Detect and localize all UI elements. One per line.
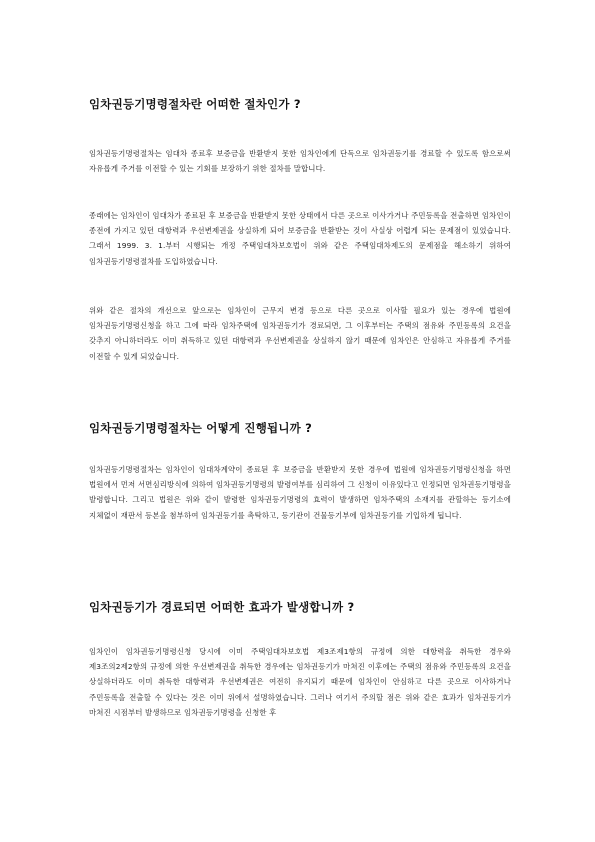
section-heading-2: 임차권등기명령절차는 어떻게 진행됩니까 ? [89,421,313,435]
section-1-paragraph-2: 종래에는 임차인이 임대차가 종료된 후 보증금을 반환받지 못한 상태에서 다른 곳으로 이사가거나 주민등록을 전출하면 임차인이 종전에 가지고 있던 대항력과 우선변제권을 상실하게 되어 보증금을 반환받는 것이 사실상 어렵게 되는 문제점이 있었습니다. 그래서 1999. 3. 1.부터 시행되는 개정 주택임대차보호법이 위와 같은 주택임대차제도의 문제점을 해소하기 위하여 임차권등기명령절차를 도입하였습니다. [89,211,511,266]
section-3-paragraph-1: 임차인이 임차권등기명령신청 당시에 이미 주택임대차보호법 제3조제1항의 규정에 의한 대항력을 취득한 경우와 제3조의2제2항의 규정에 의한 우선변제권을 취득한 경우에는 임차권등기가 마쳐진 이후에는 주택의 점유와 주민등록의 요건을 상실하더라도 이미 취득한 대항력과 우선변제권은 여전히 유지되기 때문에 임차인이 안심하고 다른 곳으로 이사하거나 주민등록을 전출할 수 있다는 것은 이미 위에서 설명하였습니다. 그러나 여기서 주의할 점은 위와 같은 효과가 임차권등기가 마쳐진 시점부터 발생하므로 임차권등기명령을 신청한 후 [89,647,511,717]
section-heading-1: 임차권등기명령절차란 어떠한 절차인가 ? [89,97,301,111]
section-1-paragraph-3: 위와 같은 절차의 개선으로 앞으로는 임차인이 근무지 변경 등으로 다른 곳으로 이사할 필요가 있는 경우에 법원에 임차권등기명령신청을 하고 그에 따라 임차주택에 임차권등기가 경료되면, 그 이후부터는 주택의 점유와 주민등록의 요건을 갖추지 아니하더라도 이미 취득하고 있던 대항력과 우선변제권을 상실하지 않기 때문에 임차인은 안심하고 자유롭게 주거를 이전할 수 있게 되었습니다. [89,306,511,361]
section-1-paragraph-1: 임차권등기명령절차는 임대차 종료후 보증금을 반환받지 못한 임차인에게 단독으로 임차권등기를 경료할 수 있도록 함으로써 자유롭게 주거를 이전할 수 있는 기회를 보장하기 위한 절차를 말합니다. [89,149,511,174]
section-2-paragraph-1: 임차권등기명령절차는 임차인이 임대차계약이 종료된 후 보증금을 반환받지 못한 경우에 법원에 임차권등기명령신청을 하면 법원에서 먼저 서면심리방식에 의하여 임차권등기명령의 발령여부를 심리하여 그 신청이 이유있다고 인정되면 임차권등기명령을 발령합니다. 그리고 법원은 위와 같이 발령한 임차권등기명령의 효력이 발생하면 임차주택의 소재지를 관할하는 등기소에 지체없이 재판서 등본을 첨부하여 임차권등기를 촉탁하고, 등기관이 건물등기부에 임차권등기를 기입하게 됩니다. [89,465,511,520]
section-heading-3: 임차권등기가 경료되면 어떠한 효과가 발생합니까 ? [89,600,355,614]
